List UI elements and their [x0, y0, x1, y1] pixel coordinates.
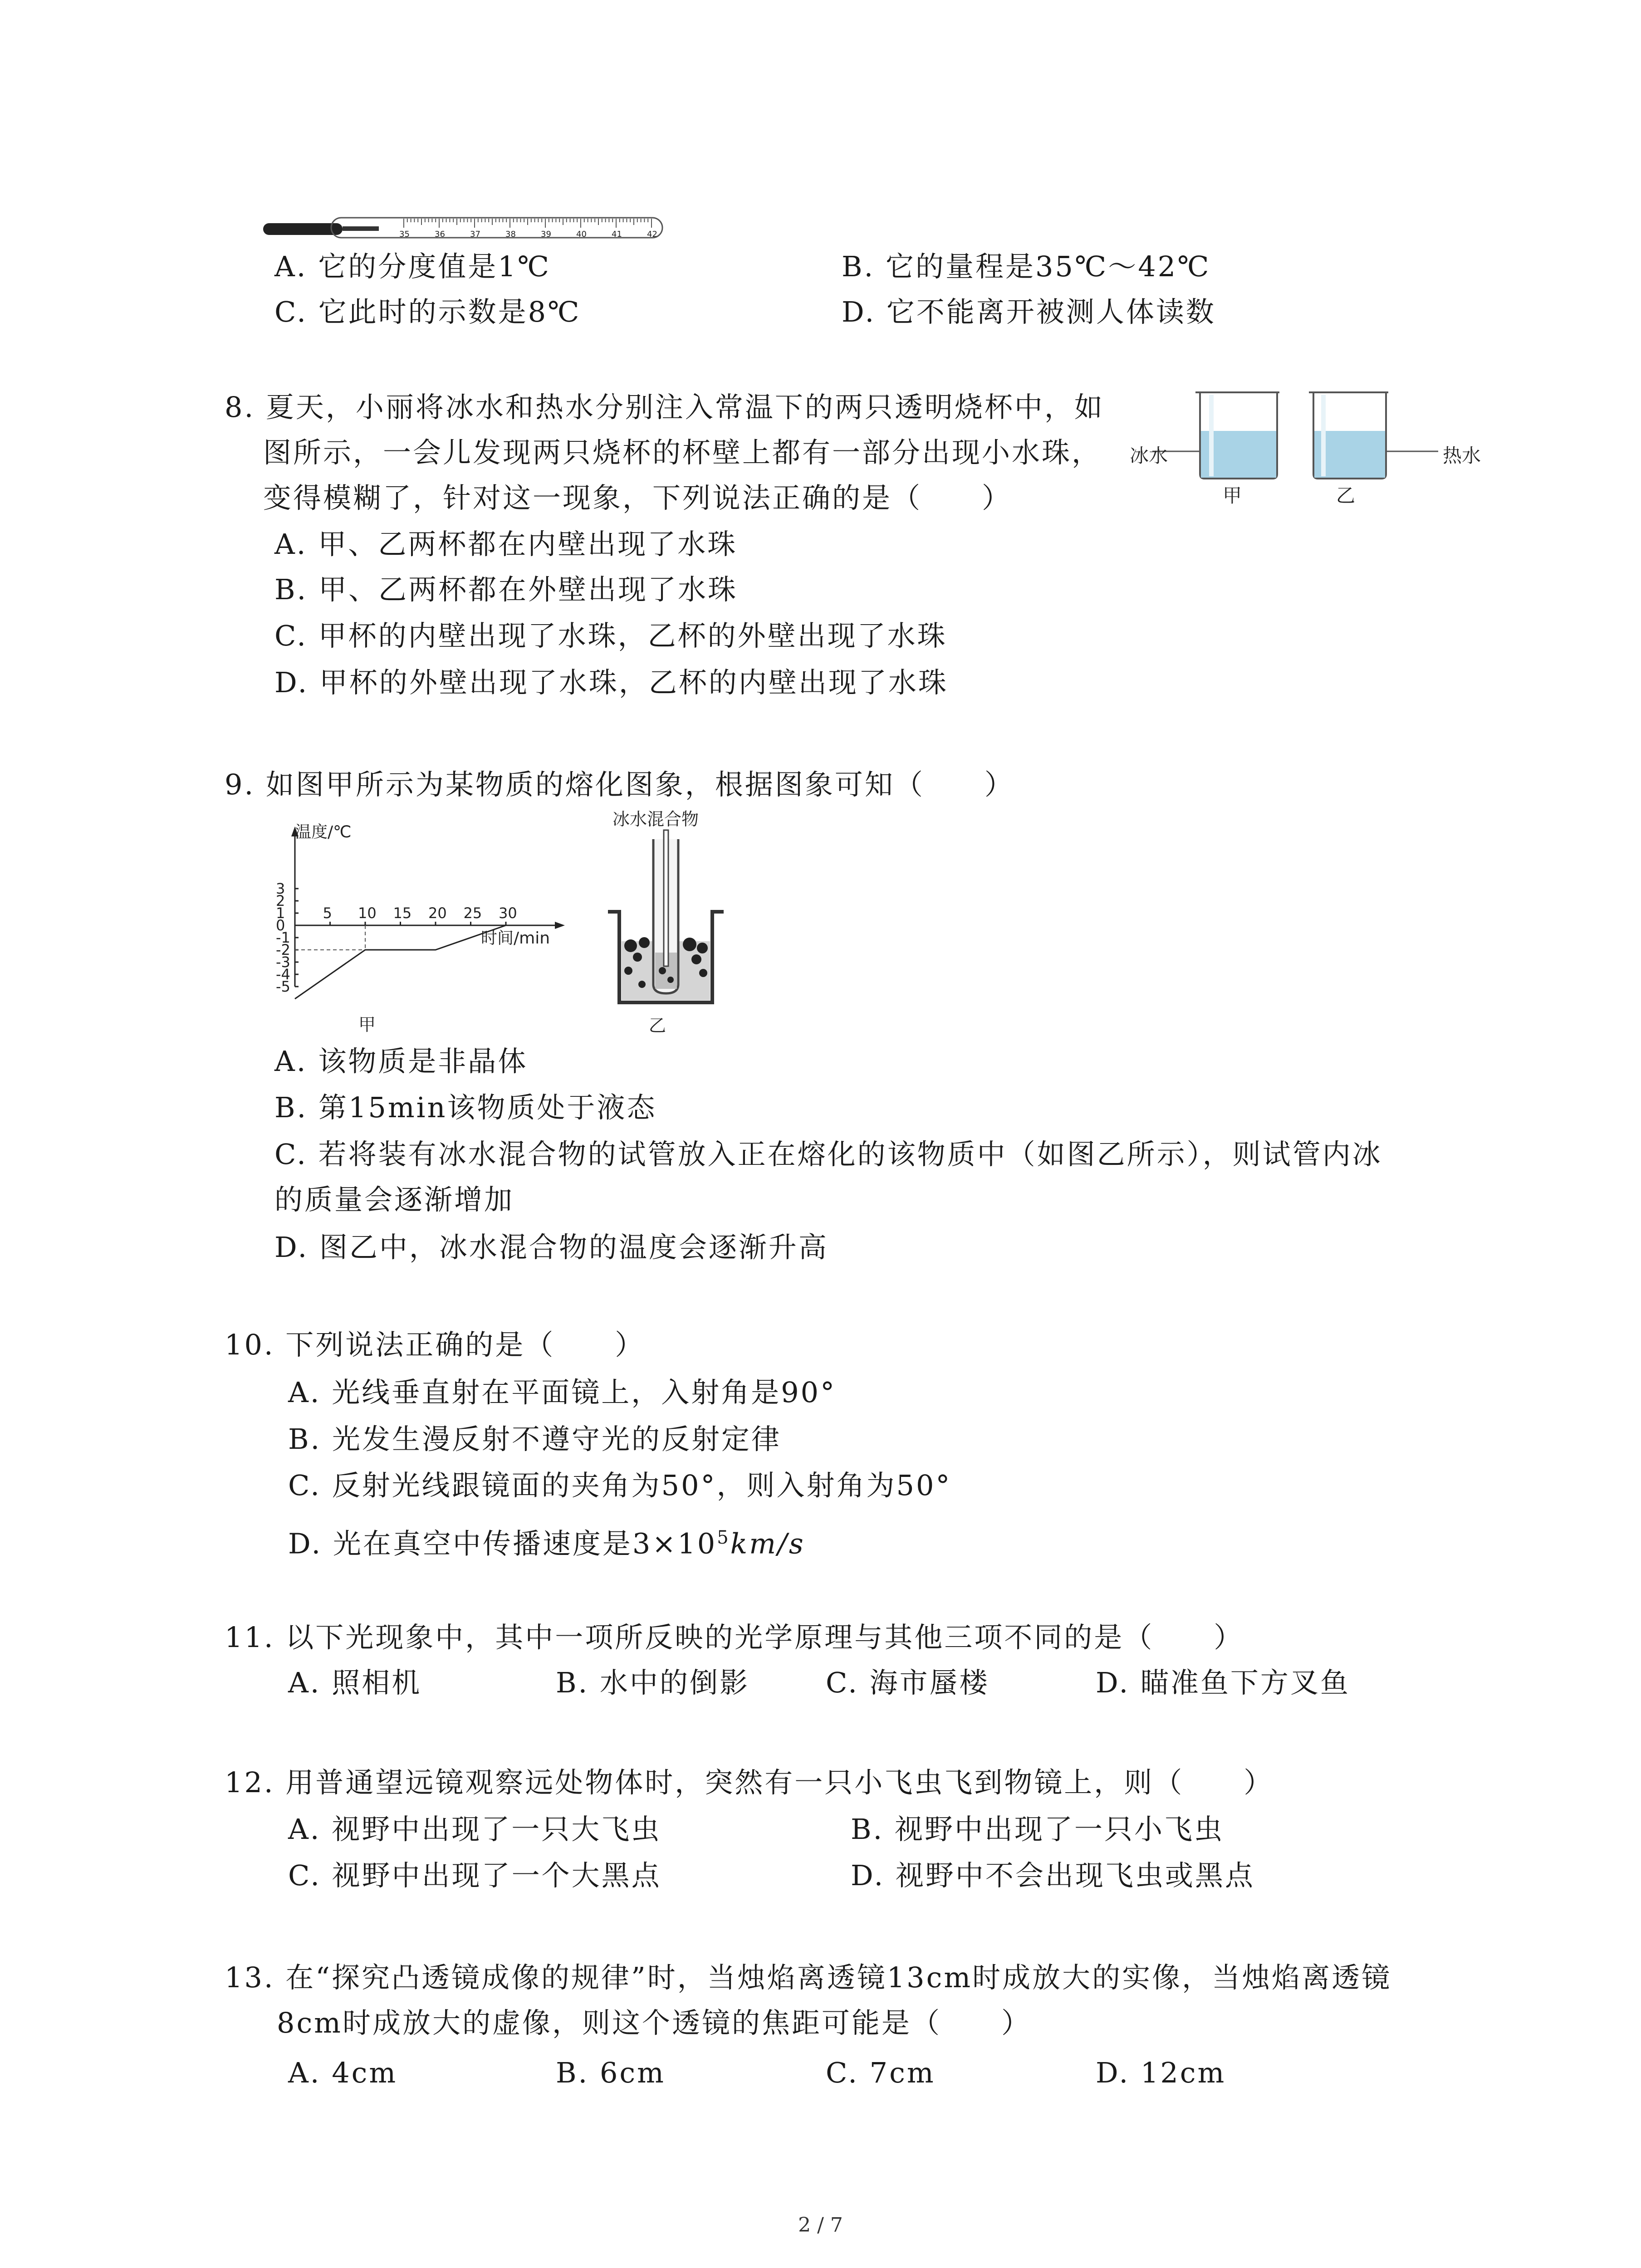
thermometer-tick-label: 35 [399, 230, 410, 239]
apparatus-label: 冰水混合物 [612, 809, 699, 829]
thermometer-tick-label: 41 [612, 230, 622, 239]
q7-option-d: D. 它不能离开被测人体读数 [842, 295, 1216, 328]
melting-graph [263, 816, 581, 1021]
q10-option-a: A. 光线垂直射在平面镜上，入射角是90° [288, 1376, 837, 1409]
q7-option-b: B. 它的量程是35℃～42℃ [842, 250, 1211, 283]
graph-y-tick-label: 3 [276, 880, 285, 897]
q11-option-b: B. 水中的倒影 [556, 1666, 749, 1699]
q11-option-a: A. 照相机 [288, 1666, 422, 1699]
graph-y-tick-label: 2 [276, 892, 285, 909]
q11-stem: 11. 以下光现象中，其中一项所反映的光学原理与其他三项不同的是（ ） [225, 1621, 1244, 1654]
q7-option-a: A. 它的分度值是1℃ [274, 250, 551, 283]
graph-y-tick-label: 0 [276, 917, 285, 934]
thermometer-tick-label: 36 [435, 230, 445, 239]
q10-option-d-text: D. 光在真空中传播速度是3×10 [288, 1527, 717, 1560]
melting-curve [295, 925, 506, 999]
graph-x-tick-label: 5 [323, 904, 332, 922]
q10-option-d-unit: km/s [730, 1527, 805, 1560]
q13-option-d: D. 12cm [1096, 2056, 1226, 2089]
q8-stem-1: 8. 夏天，小丽将冰水和热水分别注入常温下的两只透明烧杯中，如 [225, 391, 1104, 424]
q10-option-b: B. 光发生漫反射不遵守光的反射定律 [288, 1422, 781, 1456]
q9-option-d: D. 图乙中，冰水混合物的温度会逐渐升高 [274, 1231, 828, 1264]
q8-stem-2: 图所示，一会儿发现两只烧杯的杯壁上都有一部分出现小水珠， [263, 436, 1102, 469]
q8-option-d: D. 甲杯的外壁出现了水珠，乙杯的内壁出现了水珠 [274, 666, 948, 699]
q9-option-b: B. 第15min该物质处于液态 [274, 1091, 657, 1124]
q10-option-c: C. 反射光线跟镜面的夹角为50°，则入射角为50° [288, 1469, 952, 1502]
thermometer-tick-label: 37 [470, 230, 480, 239]
q13-stem-1: 13. 在“探究凸透镜成像的规律”时，当烛焰离透镜13cm时成放大的实像，当烛焰离透镜 [225, 1961, 1392, 1994]
graph-xlabel: 时间/min [481, 929, 550, 948]
beaker-jia-label: 甲 [1223, 484, 1242, 507]
apparatus-caption-yi: 乙 [649, 1016, 666, 1036]
graph-x-tick-label: 15 [393, 904, 412, 922]
thermometer-figure [263, 213, 671, 249]
q13-stem-2: 8cm时成放大的虚像，则这个透镜的焦距可能是（ ） [277, 2006, 1031, 2039]
q9-option-c-cont: 的质量会逐渐增加 [274, 1183, 514, 1216]
q9-stem: 9. 如图甲所示为某物质的熔化图象，根据图象可知（ ） [225, 768, 1014, 801]
thermometer-tick-label: 40 [576, 230, 587, 239]
q13-option-a: A. 4cm [288, 2056, 398, 2089]
q11-option-c: C. 海市蜃楼 [826, 1666, 989, 1699]
q13-option-b: B. 6cm [556, 2056, 666, 2089]
q12-stem: 12. 用普通望远镜观察远处物体时，突然有一只小飞虫飞到物镜上，则（ ） [225, 1766, 1274, 1799]
graph-y-tick-label: -4 [276, 966, 290, 983]
graph-x-tick-label: 25 [463, 904, 482, 922]
q8-option-c: C. 甲杯的内壁出现了水珠，乙杯的外壁出现了水珠 [274, 619, 947, 652]
q12-option-b: B. 视野中出现了一只小飞虫 [851, 1813, 1224, 1846]
ice-water-apparatus [599, 821, 735, 1021]
graph-ylabel: 温度/℃ [295, 823, 352, 841]
graph-x-tick-label: 30 [499, 904, 517, 922]
q11-option-d: D. 瞄准鱼下方叉鱼 [1096, 1666, 1350, 1699]
ice-water-label: 冰水 [1130, 445, 1168, 467]
q12-option-d: D. 视野中不会出现飞虫或黑点 [851, 1859, 1255, 1892]
q9-option-a: A. 该物质是非晶体 [274, 1045, 528, 1078]
graph-y-tick-label: -1 [276, 929, 290, 946]
graph-x-tick-label: 20 [428, 904, 447, 922]
thermometer-tick-label: 42 [647, 230, 657, 239]
beaker-yi-label: 乙 [1336, 484, 1356, 507]
graph-y-tick-label: -2 [276, 941, 290, 958]
thermometer-tick-label: 39 [541, 230, 551, 239]
q13-option-c: C. 7cm [826, 2056, 936, 2089]
q9-option-c: C. 若将装有冰水混合物的试管放入正在熔化的该物质中（如图乙所示），则试管内冰 [274, 1138, 1382, 1171]
q12-option-c: C. 视野中出现了一个大黑点 [288, 1859, 661, 1892]
q7-option-c: C. 它此时的示数是8℃ [274, 295, 581, 328]
graph-y-tick-label: -5 [276, 978, 290, 995]
thermometer-tick-label: 38 [505, 230, 516, 239]
beakers-figure [1139, 383, 1484, 519]
q12-option-a: A. 视野中出现了一只大飞虫 [288, 1813, 661, 1846]
graph-y-tick-label: 1 [276, 904, 285, 922]
q10-stem: 10. 下列说法正确的是（ ） [225, 1328, 645, 1361]
graph-x-tick-label: 10 [358, 904, 377, 922]
page-number: 2 / 7 [798, 2214, 843, 2237]
q10-option-d [288, 1520, 805, 1562]
q8-option-a: A. 甲、乙两杯都在内壁出现了水珠 [274, 528, 738, 561]
graph-caption-jia: 甲 [358, 1015, 376, 1035]
q10-option-d-exponent: 5 [717, 1527, 730, 1548]
graph-y-tick-label: -3 [276, 953, 290, 971]
q8-option-b: B. 甲、乙两杯都在外壁出现了水珠 [274, 573, 738, 606]
hot-water-label: 热水 [1443, 445, 1481, 467]
q8-stem-3: 变得模糊了，针对这一现象，下列说法正确的是（ ） [263, 481, 1012, 514]
graph-x-arrow [555, 922, 565, 929]
